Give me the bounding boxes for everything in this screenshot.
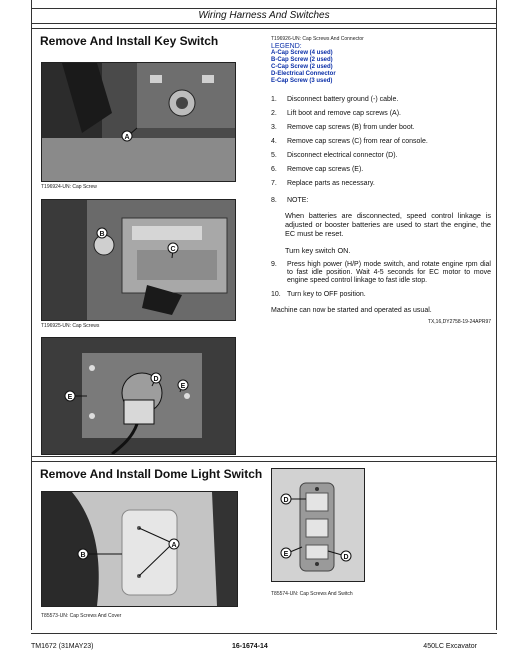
photo-caption-2: T196925-UN: Cap Screws: [41, 323, 100, 329]
legend-item: E-Cap Screw (3 used): [271, 78, 333, 84]
photo-key-switch-boot-illustration: [42, 63, 235, 181]
photo-caption-1: T196924-UN: Cap Screw: [41, 184, 97, 190]
legend-item: D-Electrical Connector: [271, 71, 336, 77]
step-item: 7. Replace parts as necessary.: [271, 180, 375, 187]
step-item: 6. Remove cap screws (E).: [271, 166, 364, 173]
callout-b-dome-label: B: [80, 552, 86, 559]
callout-a-dome-label: A: [171, 542, 177, 549]
note-text: When batteries are disconnected, speed control linkage is adjusted or booster batteries are used to start the engine, the EC must be reset.: [285, 211, 491, 238]
callout-a-label: A: [124, 134, 130, 141]
photo-dome-light-switch-illustration: [272, 469, 364, 581]
final-text: Machine can now be started and operated as usual.: [271, 307, 432, 314]
photo-dome-light-cover: [41, 491, 238, 607]
callout-c-label: C: [170, 246, 176, 253]
step-note: 8. NOTE:: [271, 197, 309, 204]
page-header: Wiring Harness And Switches: [31, 8, 497, 24]
step-item: 1. Disconnect battery ground (-) cable.: [271, 96, 399, 103]
legend-caption: T196926-UN: Cap Screws And Connector: [271, 36, 364, 42]
photo-caption-3: T85573-UN: Cap Screws And Cover: [41, 613, 122, 619]
step-item: 2. Lift boot and remove cap screws (A).: [271, 110, 401, 117]
legend-item: C-Cap Screw (2 used): [271, 64, 333, 70]
legend-heading: LEGEND:: [271, 43, 302, 50]
step-item: 3. Remove cap screws (B) from under boot.: [271, 124, 415, 131]
callout-d-label: D: [153, 376, 159, 383]
dome-light-title: Remove And Install Dome Light Switch: [40, 467, 263, 481]
photo-console-screws: [41, 199, 236, 321]
callout-e-right-label: E: [180, 383, 186, 390]
callout-e-left-label: E: [67, 394, 73, 401]
step-item: 9. Press high power (H/P) mode switch, and rotate engine rpm dial to fast idle position. Wait 4-5 seconds for EC motor to move engine speed control linkage to fast idle stop.: [271, 261, 491, 284]
photo-dome-light-cover-illustration: [42, 492, 237, 606]
procedure-steps: [271, 96, 491, 326]
step-item: 10. Turn key to OFF position.: [271, 291, 366, 298]
key-switch-title: Remove And Install Key Switch: [40, 34, 219, 48]
photo-console-screws-illustration: [42, 200, 235, 320]
callout-e-dome-label: E: [283, 551, 289, 558]
photo-connector: [41, 337, 236, 455]
callout-d-dome-2-label: D: [343, 554, 349, 561]
photo-caption-4: T85574-UN: Cap Screws And Switch: [271, 591, 353, 597]
callout-b-label: B: [99, 231, 105, 238]
footer-manual-id: TM1672 (31MAY23): [31, 643, 94, 650]
photo-connector-illustration: [42, 338, 235, 454]
turn-key-on-text: Turn key switch ON.: [285, 246, 351, 255]
reference-code: TX,16,DY2758-19-24APR97: [427, 319, 491, 325]
footer-model: 450LC Excavator: [423, 643, 477, 650]
photo-dome-light-switch: [271, 468, 365, 582]
legend-item: A-Cap Screw (4 used): [271, 50, 333, 56]
step-item: 4. Remove cap screws (C) from rear of console.: [271, 138, 428, 145]
callout-d-dome-label: D: [283, 497, 289, 504]
footer-page-number: 16-1674-14: [232, 643, 268, 650]
legend-item: B-Cap Screw (2 used): [271, 57, 333, 63]
photo-key-switch-boot: [41, 62, 236, 182]
legend: [271, 36, 364, 85]
step-item: 5. Disconnect electrical connector (D).: [271, 152, 398, 159]
